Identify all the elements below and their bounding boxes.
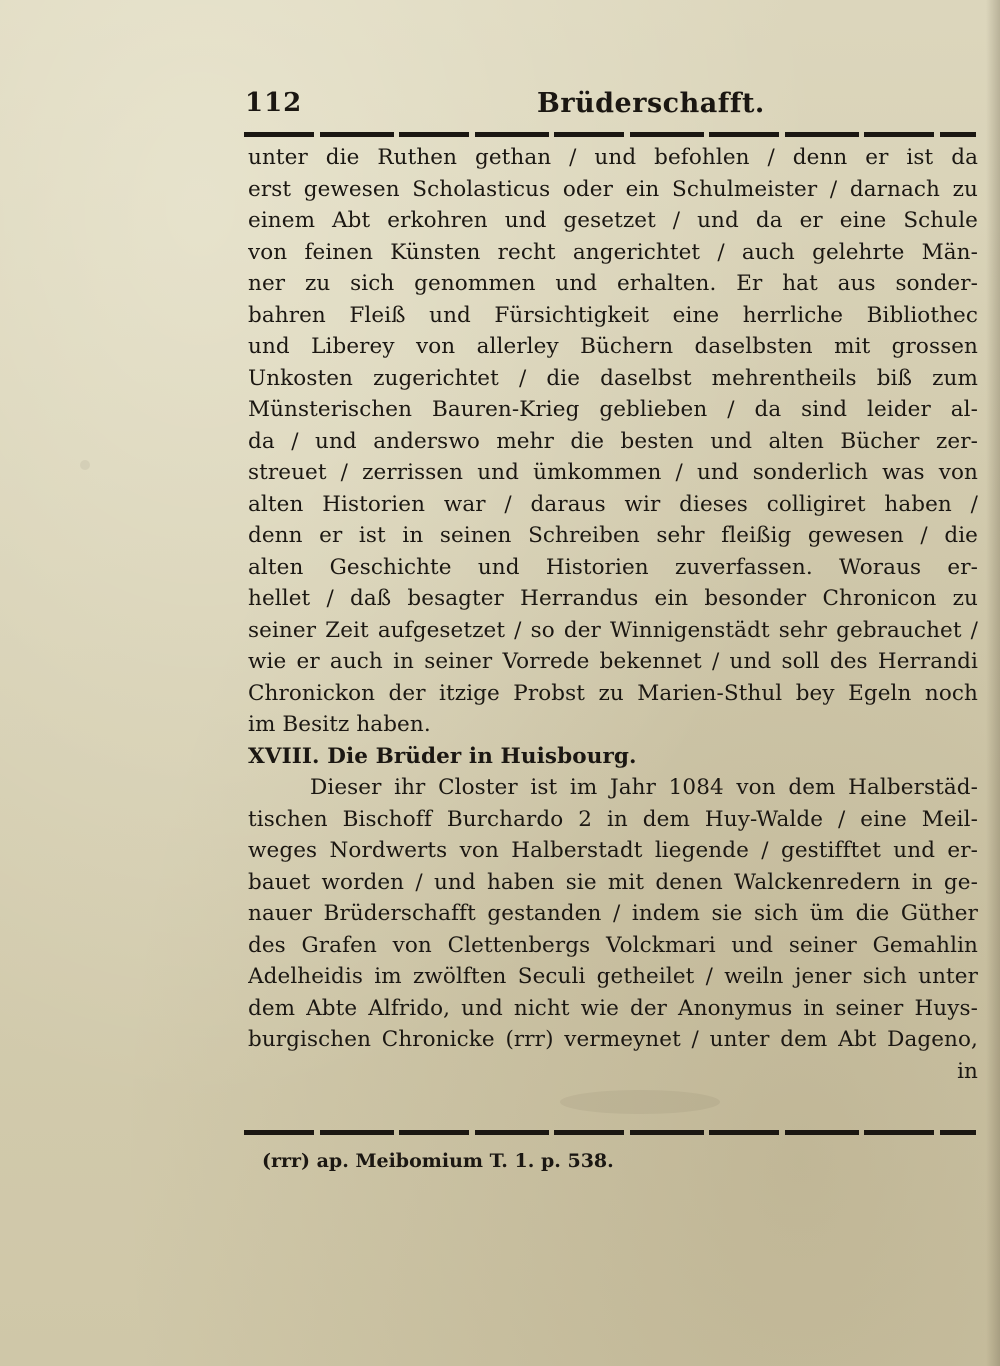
text-line: hellet / daß besagter Herrandus ein besonder Chronicon zu: [248, 586, 978, 611]
text-line: wie er auch in seiner Vorrede bekennet / und soll des Herrandi: [248, 649, 978, 674]
text-line: seiner Zeit aufgesetzet / so der Winnigenstädt sehr gebrauchet /: [248, 617, 978, 643]
text-line: da / und anderswo mehr die besten und alten Bücher zer-: [248, 428, 978, 454]
text-line: nauer Brüderschafft gestanden / indem sie sich üm die Güther: [248, 901, 978, 926]
text-line: dem Abte Alfrido, und nicht wie der Anonymus in seiner Huys-: [248, 995, 978, 1021]
header-rule: [244, 132, 976, 137]
footnote: (rrr) ap. Meibomium T. 1. p. 538.: [262, 1150, 614, 1172]
text-line: Adelheidis im zwölften Seculi getheilet / weiln jener sich unter: [248, 964, 978, 989]
text-line: ner zu sich genommen und erhalten. Er hat aus sonder-: [248, 271, 978, 296]
catchword: in: [957, 1058, 978, 1084]
text-line: unter die Ruthen gethan / und befohlen / denn er ist da: [248, 145, 978, 170]
section-heading: XVIII. Die Brüder in Huisbourg.: [248, 743, 637, 769]
text-line: von feinen Künsten recht angerichtet / auch gelehrte Män-: [248, 239, 978, 265]
text-line: des Grafen von Clettenbergs Volckmari und seiner Gemahlin: [248, 932, 978, 958]
text-line: alten Geschichte und Historien zuverfassen. Woraus er-: [248, 554, 978, 580]
page-header: [245, 88, 975, 124]
page-edge-shadow: [986, 0, 1000, 1366]
text-line: Unkosten zugerichtet / die daselbst mehrentheils biß zum: [248, 365, 978, 391]
page-number: 112: [245, 88, 303, 118]
text-line: Dieser ihr Closter ist im Jahr 1084 von dem Halberstäd-: [310, 775, 978, 800]
text-line: bauet worden / und haben sie mit denen Walckenredern in ge-: [248, 869, 978, 895]
text-line: tischen Bischoff Burchardo 2 in dem Huy-Walde / eine Meil-: [248, 806, 978, 832]
text-line: streuet / zerrissen und ümkommen / und sonderlich was von: [248, 460, 978, 485]
text-line: und Liberey von allerley Büchern daselbsten mit grossen: [248, 334, 978, 359]
text-line: Chronickon der itzige Probst zu Marien-Sthul bey Egeln noch: [248, 680, 978, 706]
text-line: im Besitz haben.: [248, 712, 431, 737]
text-line: denn er ist in seinen Schreiben sehr fleißig gewesen / die: [248, 523, 978, 548]
main-text: [248, 142, 978, 1087]
text-line: erst gewesen Scholasticus oder ein Schulmeister / darnach zu: [248, 176, 978, 202]
text-line: einem Abt erkohren und gesetzet / und da er eine Schule: [248, 208, 978, 233]
footnote-rule: [244, 1130, 976, 1135]
text-line: burgischen Chronicke (rrr) vermeynet / unter dem Abt Dageno,: [248, 1027, 978, 1052]
ink-speck: [80, 460, 90, 470]
text-line: bahren Fleiß und Fürsichtigkeit eine herrliche Bibliothec: [248, 302, 978, 328]
text-line: alten Historien war / daraus wir dieses colligiret haben /: [248, 491, 978, 517]
running-head: Brüderschafft.: [537, 88, 765, 119]
stain: [560, 1090, 720, 1114]
text-line: weges Nordwerts von Halberstadt liegende / gestifftet und er-: [248, 838, 978, 863]
text-line: Münsterischen Bauren-Krieg geblieben / da sind leider al-: [248, 397, 978, 422]
